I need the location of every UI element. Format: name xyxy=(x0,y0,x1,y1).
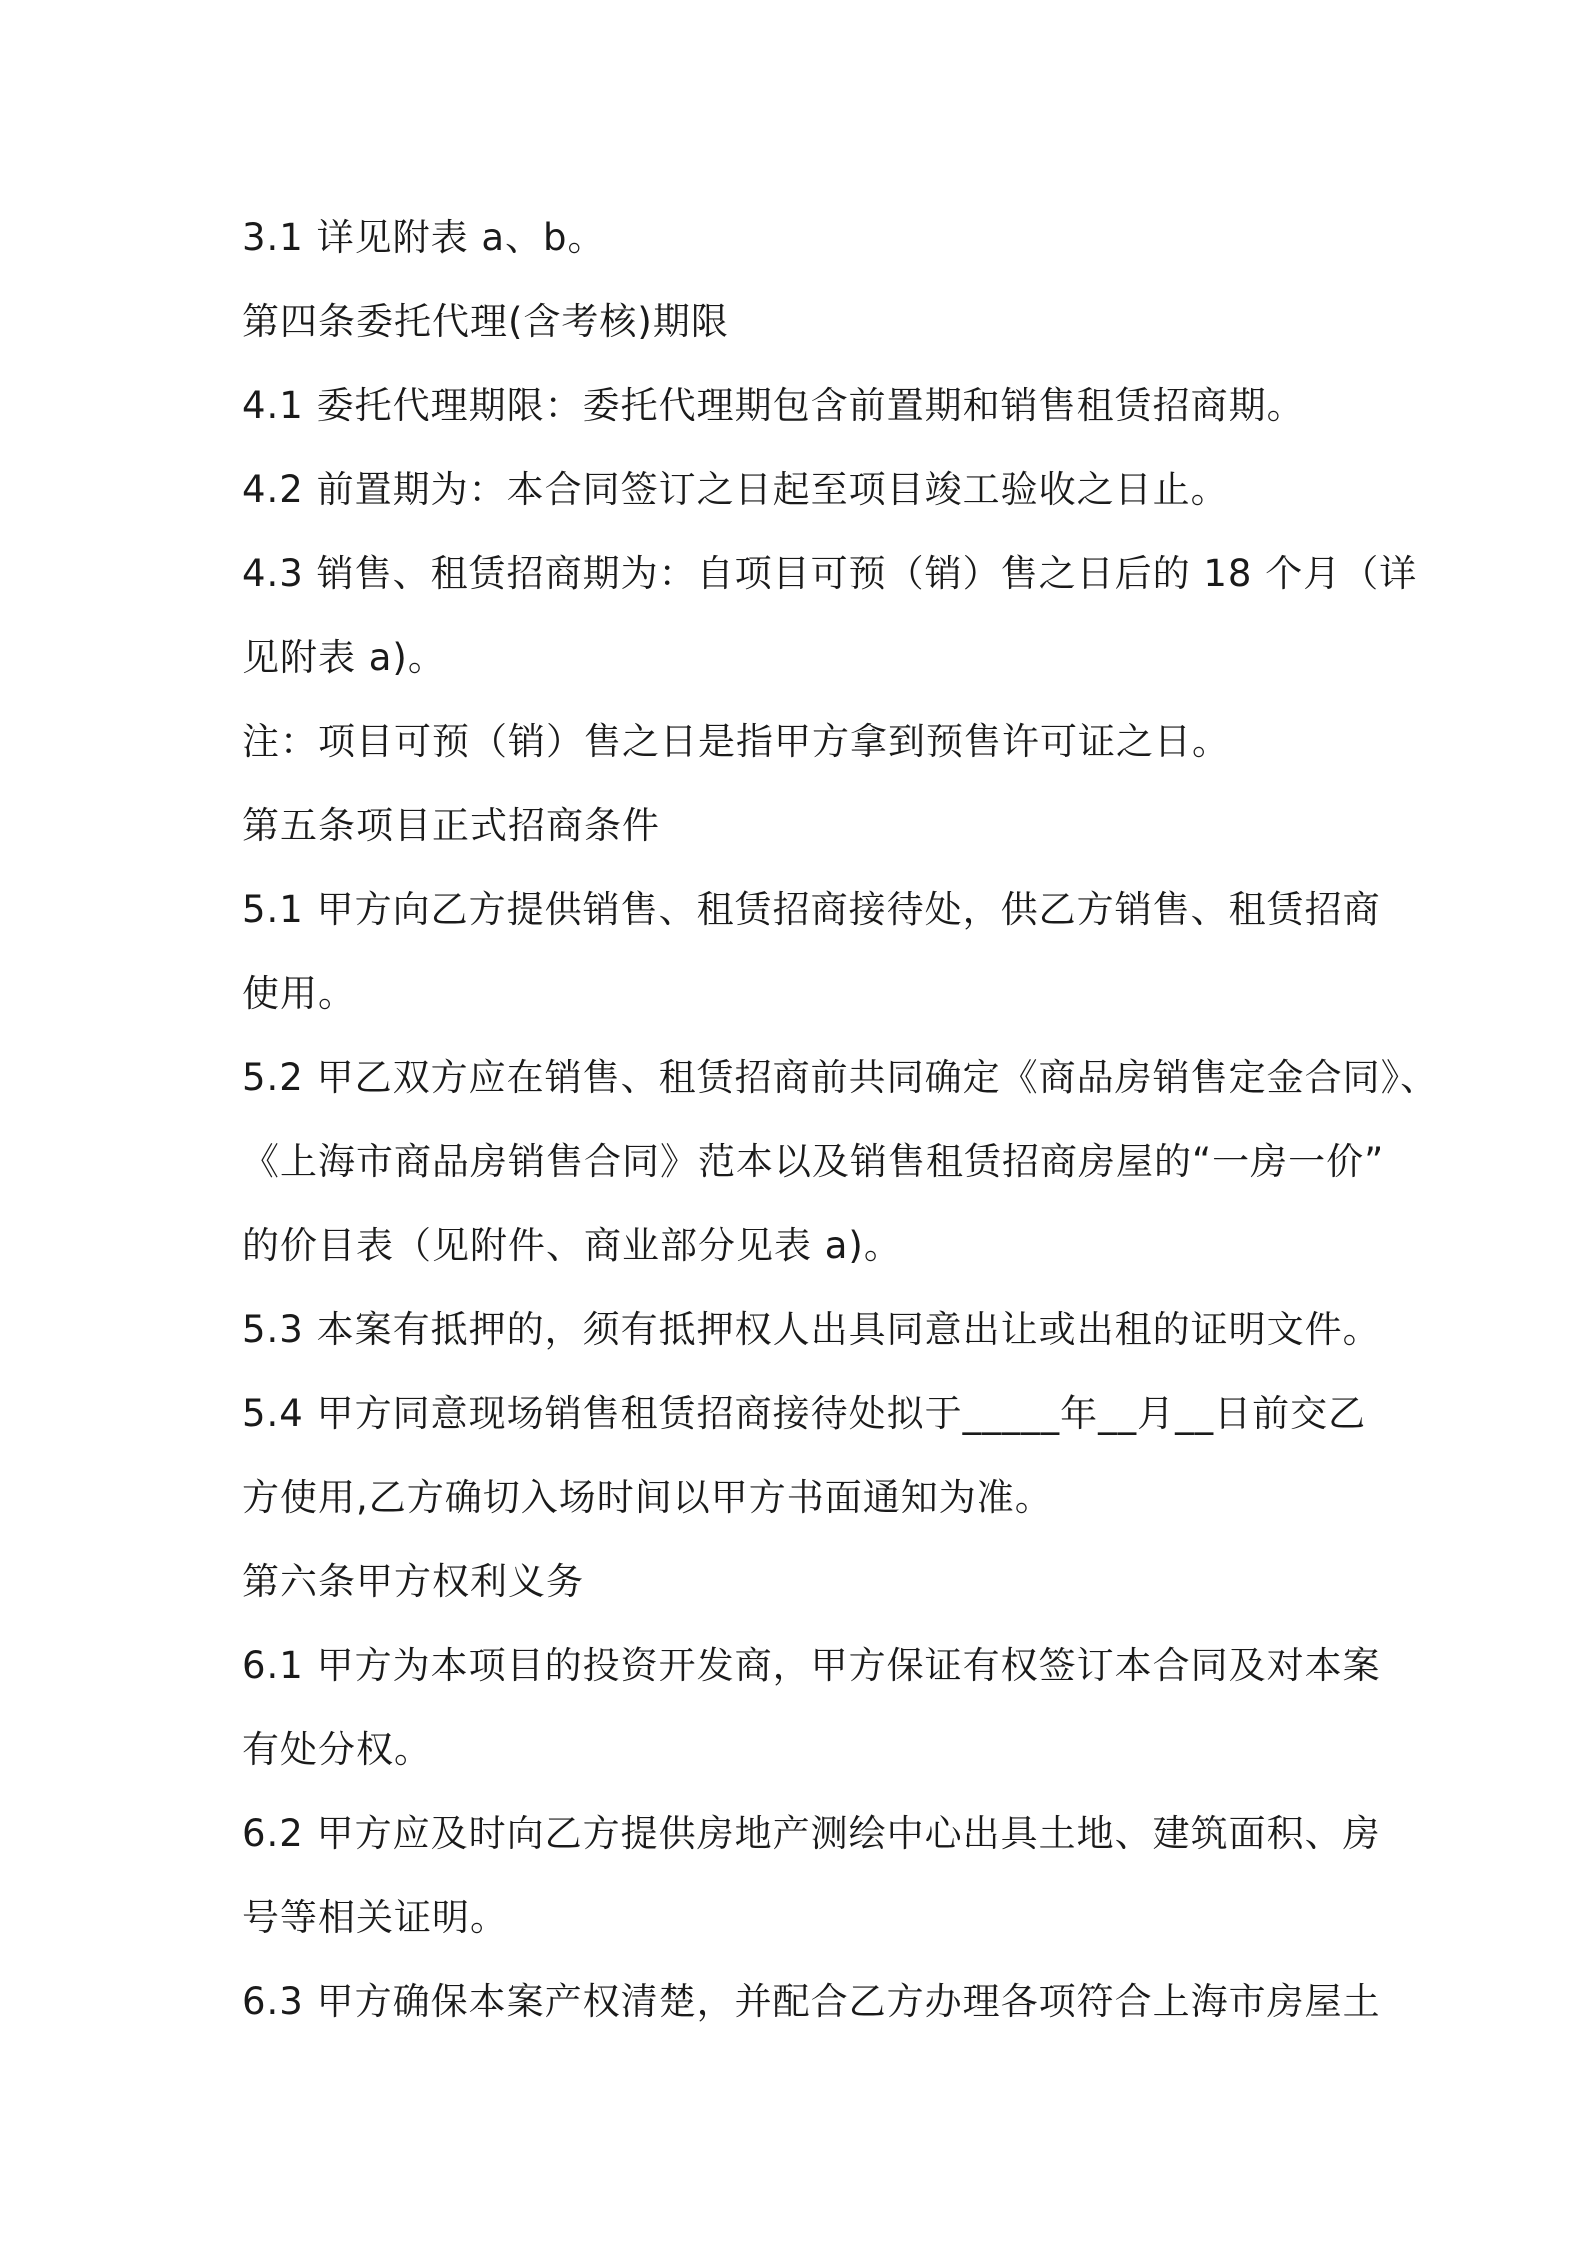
clause-5-4-continued: 方使用,乙方确切入场时间以甲方书面通知为准。 xyxy=(242,1476,1053,1519)
clause-6-1-continued: 有处分权。 xyxy=(242,1728,432,1771)
article-4-heading: 第四条委托代理(含考核)期限 xyxy=(242,300,729,343)
clause-3-1: 3.1 详见附表 a、b。 xyxy=(242,216,606,259)
clause-4-3-continued: 见附表 a)。 xyxy=(242,636,446,679)
clause-6-2-continued: 号等相关证明。 xyxy=(242,1896,508,1939)
clause-6-2: 6.2 甲方应及时向乙方提供房地产测绘中心出具土地、建筑面积、房 xyxy=(242,1812,1381,1855)
clause-4-3: 4.3 销售、租赁招商期为：自项目可预（销）售之日后的 18 个月（详 xyxy=(242,552,1418,595)
clause-5-1: 5.1 甲方向乙方提供销售、租赁招商接待处，供乙方销售、租赁招商 xyxy=(242,888,1381,931)
clause-4-1: 4.1 委托代理期限：委托代理期包含前置期和销售租赁招商期。 xyxy=(242,384,1305,427)
clause-5-2: 5.2 甲乙双方应在销售、租赁招商前共同确定《商品房销售定金合同》、 xyxy=(242,1056,1439,1099)
clause-5-2-continued: 《上海市商品房销售合同》范本以及销售租赁招商房屋的“一房一价” xyxy=(242,1140,1385,1183)
note: 注：项目可预（销）售之日是指甲方拿到预售许可证之日。 xyxy=(242,720,1230,763)
document-body xyxy=(242,196,1439,2044)
clause-5-1-continued: 使用。 xyxy=(242,972,356,1015)
clause-6-3: 6.3 甲方确保本案产权清楚，并配合乙方办理各项符合上海市房屋土 xyxy=(242,1980,1381,2023)
clause-6-1: 6.1 甲方为本项目的投资开发商，甲方保证有权签订本合同及对本案 xyxy=(242,1644,1381,1687)
article-5-heading: 第五条项目正式招商条件 xyxy=(242,804,660,847)
clause-5-2-continued-2: 的价目表（见附件、商业部分见表 a)。 xyxy=(242,1224,902,1267)
clause-5-3: 5.3 本案有抵押的，须有抵押权人出具同意出让或出租的证明文件。 xyxy=(242,1308,1381,1351)
article-6-heading: 第六条甲方权利义务 xyxy=(242,1560,584,1603)
clause-5-4: 5.4 甲方同意现场销售租赁招商接待处拟于_____年__月__日前交乙 xyxy=(242,1392,1367,1435)
clause-4-2: 4.2 前置期为：本合同签订之日起至项目竣工验收之日止。 xyxy=(242,468,1229,511)
